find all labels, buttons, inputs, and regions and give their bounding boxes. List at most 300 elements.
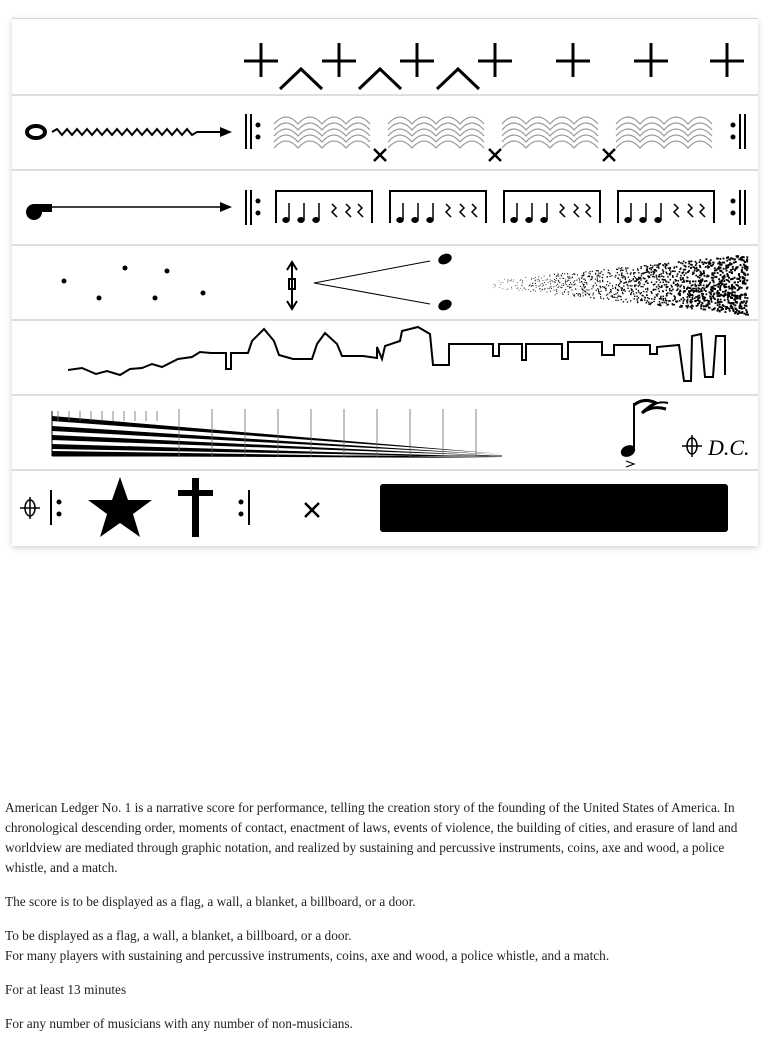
spray-particle	[717, 310, 719, 312]
spray-particle	[695, 275, 697, 277]
repeat-start-sign	[246, 114, 260, 149]
spray-particle	[732, 278, 734, 280]
spray-particle	[711, 295, 713, 297]
spray-particle	[563, 285, 564, 286]
spray-particle	[549, 288, 550, 289]
spray-particle	[736, 255, 738, 257]
spray-particle	[700, 272, 702, 274]
spray-particle	[687, 287, 689, 289]
spray-particle	[633, 269, 634, 270]
spray-particle	[713, 297, 715, 299]
spray-particle	[551, 286, 552, 287]
spray-particle	[507, 282, 508, 283]
spray-particle	[726, 279, 728, 281]
spray-particle	[674, 298, 676, 300]
spray-particle	[746, 269, 748, 271]
coda-sign	[20, 497, 40, 519]
spray-particle	[695, 288, 697, 290]
spray-particle	[742, 277, 744, 279]
spray-particle	[530, 284, 531, 285]
spray-particle	[745, 309, 747, 311]
cross-mark	[322, 43, 356, 77]
spray-particle	[652, 265, 653, 266]
spray-particle	[632, 279, 633, 280]
spray-particle	[511, 279, 512, 280]
spray-particle	[608, 285, 609, 286]
spray-particle	[584, 282, 585, 283]
spray-particle	[675, 300, 677, 302]
spray-particle	[523, 290, 524, 291]
spray-particle	[642, 295, 643, 296]
spray-particle	[539, 286, 540, 287]
spray-particle	[569, 287, 570, 288]
spray-particle	[745, 294, 747, 296]
spray-particle	[726, 270, 728, 272]
spray-particle	[714, 293, 716, 295]
spray-particle	[625, 299, 626, 300]
spray-particle	[612, 296, 613, 297]
spray-particle	[683, 286, 685, 288]
spray-particle	[666, 281, 668, 283]
spray-particle	[699, 275, 701, 277]
spray-particle	[558, 286, 559, 287]
spray-particle	[727, 296, 729, 298]
spray-particle	[725, 290, 727, 292]
x-mark	[489, 149, 501, 161]
spray-particle	[573, 282, 574, 283]
spray-particle	[676, 266, 678, 268]
cross-mark	[634, 43, 668, 77]
spray-particle	[624, 276, 625, 277]
spray-particle	[607, 297, 608, 298]
spray-particle	[605, 290, 606, 291]
spray-particle	[654, 276, 655, 277]
spray-particle	[660, 298, 662, 300]
spray-particle	[683, 280, 685, 282]
spray-particle	[704, 309, 706, 311]
spray-particle	[714, 276, 716, 278]
spray-particle	[677, 301, 679, 303]
cross-mark	[400, 43, 434, 77]
spray-particle	[606, 284, 607, 285]
spray-particle	[717, 272, 719, 274]
spray-particle	[545, 288, 546, 289]
spray-particle	[546, 284, 547, 285]
spray-particle	[651, 298, 652, 299]
spray-particle	[598, 273, 599, 274]
spray-particle	[665, 268, 667, 270]
spray-particle	[598, 275, 599, 276]
cross-mark	[556, 43, 590, 77]
spray-particle	[493, 288, 494, 289]
spray-particle	[732, 288, 734, 290]
spray-particle	[669, 288, 671, 290]
spray-particle	[730, 269, 732, 271]
spray-particle	[522, 280, 523, 281]
spray-particle	[692, 284, 694, 286]
spray-particle	[743, 273, 745, 275]
spray-particle	[683, 261, 685, 263]
spray-particle	[712, 277, 714, 279]
spray-particle	[746, 261, 748, 263]
spray-particle	[700, 284, 702, 286]
spray-particle	[729, 271, 731, 273]
spray-particle	[668, 304, 670, 306]
spray-particle	[727, 293, 729, 295]
spray-particle	[675, 280, 677, 282]
spray-particle	[699, 301, 701, 303]
spray-particle	[706, 286, 708, 288]
score-canvas	[12, 19, 758, 546]
spray-particle	[539, 280, 540, 281]
spray-particle	[532, 285, 533, 286]
spray-particle	[678, 261, 680, 263]
spray-particle	[736, 267, 738, 269]
spray-particle	[690, 264, 692, 266]
spray-particle	[585, 271, 586, 272]
spray-particle	[591, 288, 592, 289]
spray-particle	[583, 286, 584, 287]
spray-particle	[556, 278, 557, 279]
spray-particle	[653, 301, 654, 302]
spray-particle	[646, 294, 647, 295]
spray-particle	[696, 263, 698, 265]
repeat-start-sign	[51, 490, 61, 525]
spray-particle	[638, 292, 639, 293]
spray-particle	[669, 269, 671, 271]
spray-particle	[572, 290, 573, 291]
spray-particle	[641, 300, 642, 301]
spray-particle	[572, 274, 573, 275]
spray-particle	[517, 288, 518, 289]
spray-particle	[583, 290, 584, 291]
spray-particle	[734, 258, 736, 260]
spray-particle	[618, 295, 619, 296]
spray-particle	[505, 279, 506, 280]
spray-particle	[639, 284, 640, 285]
spray-particle	[666, 293, 668, 295]
spray-particle	[599, 276, 600, 277]
spray-particle	[531, 278, 532, 279]
spray-particle	[679, 294, 681, 296]
spray-particle	[669, 293, 671, 295]
spray-particle	[717, 292, 719, 294]
spray-particle	[689, 296, 691, 298]
spray-particle	[651, 293, 652, 294]
spray-particle	[495, 286, 496, 287]
coda-sign	[682, 435, 702, 457]
spray-particle	[556, 293, 557, 294]
spray-particle	[635, 277, 636, 278]
spray-particle	[585, 294, 586, 295]
spray-particle	[746, 311, 748, 313]
spray-particle	[641, 275, 642, 276]
spray-particle	[661, 302, 663, 304]
spray-particle	[684, 299, 686, 301]
spray-particle	[619, 286, 620, 287]
spray-particle	[554, 279, 555, 280]
spray-particle	[647, 300, 648, 301]
spray-particle	[535, 283, 536, 284]
spray-particle	[606, 295, 607, 296]
spray-particle	[621, 281, 622, 282]
cross-mark	[244, 43, 278, 77]
row-crosses	[244, 43, 744, 89]
spray-particle	[705, 266, 707, 268]
spray-particle	[561, 285, 562, 286]
spray-particle	[719, 286, 721, 288]
spray-particle	[521, 285, 522, 286]
spray-particle	[586, 289, 587, 290]
spray-particle	[745, 302, 747, 304]
spray-particle	[724, 299, 726, 301]
spray-particle	[597, 280, 598, 281]
spray-particle	[627, 288, 628, 289]
spray-particle	[554, 286, 555, 287]
spray-particle	[680, 262, 682, 264]
spray-particle	[697, 303, 699, 305]
spray-particle	[558, 276, 559, 277]
whistle-icon	[26, 204, 52, 220]
spray-particle	[627, 301, 628, 302]
spray-particle	[711, 309, 713, 311]
spray-particle	[633, 272, 634, 273]
spray-particle	[701, 290, 703, 292]
spray-particle	[714, 272, 716, 274]
spray-particle	[585, 291, 586, 292]
spray-particle	[656, 276, 658, 278]
spray-particle	[631, 285, 632, 286]
spray-particle	[697, 299, 699, 301]
spray-particle	[608, 270, 609, 271]
spray-particle	[689, 301, 691, 303]
spray-particle	[653, 289, 654, 290]
spray-particle	[634, 276, 635, 277]
spray-particle	[695, 285, 697, 287]
spray-particle	[693, 291, 695, 293]
spray-particle	[568, 280, 569, 281]
spray-particle	[705, 262, 707, 264]
spray-particle	[682, 302, 684, 304]
spray-particle	[741, 307, 743, 309]
spray-particle	[565, 281, 566, 282]
spray-particle	[562, 293, 563, 294]
spray-particle	[655, 289, 656, 290]
spray-particle	[634, 296, 635, 297]
spray-particle	[681, 299, 683, 301]
spray-particle	[563, 278, 564, 279]
spray-particle	[617, 272, 618, 273]
spray-particle	[501, 282, 502, 283]
spray-particle	[541, 284, 542, 285]
spray-particle	[665, 300, 667, 302]
spray-particle	[692, 273, 694, 275]
spray-particle	[704, 300, 706, 302]
spray-particle	[582, 282, 583, 283]
spray-particle	[508, 280, 509, 281]
spray-particle	[638, 285, 639, 286]
spray-particle	[711, 301, 713, 303]
spray-particle	[719, 288, 721, 290]
spray-particle	[698, 297, 700, 299]
spray-particle	[698, 295, 700, 297]
spray-particle	[540, 291, 541, 292]
spray-particle	[705, 306, 707, 308]
spray-particle	[672, 289, 674, 291]
spray-particle	[704, 288, 706, 290]
spray-particle	[747, 314, 749, 316]
spray-particle	[564, 291, 565, 292]
spray-particle	[690, 299, 692, 301]
spray-particle	[739, 280, 741, 282]
spray-particle	[723, 277, 725, 279]
spray-particle	[725, 265, 727, 267]
spray-particle	[569, 278, 570, 279]
spray-particle	[617, 269, 618, 270]
spray-particle	[727, 298, 729, 300]
spray-particle	[710, 297, 712, 299]
spray-particle	[642, 272, 643, 273]
spray-particle	[512, 289, 513, 290]
spray-particle	[703, 270, 705, 272]
spray-particle	[707, 267, 709, 269]
spray-particle	[624, 289, 625, 290]
spray-particle	[592, 286, 593, 287]
spray-particle	[612, 288, 613, 289]
spray-particle	[719, 264, 721, 266]
duration-line: For at least 13 minutes	[5, 982, 127, 997]
spray-particle	[622, 277, 623, 278]
spray-particle	[715, 302, 717, 304]
spray-particle	[656, 295, 658, 297]
spray-particle	[679, 300, 681, 302]
spray-particle	[586, 282, 587, 283]
spray-particle	[675, 284, 677, 286]
spray-particle	[657, 293, 659, 295]
spray-particle	[731, 302, 733, 304]
spray-particle	[576, 280, 577, 281]
spray-particle	[631, 288, 632, 289]
spray-particle	[619, 279, 620, 280]
spray-particle	[712, 273, 714, 275]
spray-particle	[694, 270, 696, 272]
arrow-sign	[287, 262, 297, 309]
x-mark	[305, 503, 319, 517]
spray-particle	[564, 273, 565, 274]
spray-particle	[744, 297, 746, 299]
spray-particle	[659, 303, 661, 305]
spray-particle	[680, 305, 682, 307]
spray-particle	[691, 290, 693, 292]
spray-particle	[694, 284, 696, 286]
spray-particle	[680, 290, 682, 292]
spray-particle	[689, 282, 691, 284]
spray-particle	[592, 276, 593, 277]
spray-particle	[695, 281, 697, 283]
spray-particle	[663, 279, 665, 281]
spray-particle	[686, 307, 688, 309]
spray-particle	[741, 269, 743, 271]
spray-particle	[725, 283, 727, 285]
x-mark	[374, 149, 386, 161]
star-icon	[88, 477, 152, 537]
spray-particle	[719, 281, 721, 283]
chevron-mark	[359, 69, 401, 89]
spray-particle	[607, 281, 608, 282]
spray-particle	[699, 266, 701, 268]
spray-particle	[546, 280, 547, 281]
spray-particle	[662, 291, 664, 293]
spray-particle	[702, 295, 704, 297]
spray-particle	[641, 273, 642, 274]
spray-particle	[569, 284, 570, 285]
spray-particle	[565, 283, 566, 284]
spray-particle	[636, 289, 637, 290]
spray-particle	[656, 278, 658, 280]
spray-particle	[723, 258, 725, 260]
spray-particle	[637, 279, 638, 280]
row-waves	[27, 114, 745, 161]
spray-particle	[685, 272, 687, 274]
spray-particle	[682, 297, 684, 299]
spray-particle	[587, 293, 588, 294]
spray-particle	[567, 281, 568, 282]
spray-particle	[712, 262, 714, 264]
spray-particle	[683, 287, 685, 289]
spray-particle	[602, 286, 603, 287]
spray-particle	[622, 292, 623, 293]
spray-particle	[728, 277, 730, 279]
spray-particle	[626, 270, 627, 271]
spray-particle	[636, 279, 637, 280]
spray-particle	[682, 278, 684, 280]
spray-particle	[670, 267, 672, 269]
spray-particle	[614, 294, 615, 295]
spray-particle	[668, 267, 670, 269]
spray-particle	[660, 296, 662, 298]
spray-particle	[650, 267, 651, 268]
spray-particle	[734, 281, 736, 283]
spray-particle	[722, 291, 724, 293]
spray-particle	[566, 284, 567, 285]
spray-particle	[616, 284, 617, 285]
spray-particle	[703, 262, 705, 264]
spray-particle	[507, 289, 508, 290]
spray-particle	[533, 290, 534, 291]
spray-particle	[707, 275, 709, 277]
spray-particle	[647, 269, 648, 270]
spray-particle	[706, 280, 708, 282]
spray-particle	[650, 265, 651, 266]
spray-particle	[687, 296, 689, 298]
spray-particle	[542, 283, 543, 284]
spray-particle	[565, 289, 566, 290]
spray-particle	[653, 274, 654, 275]
spray-particle	[643, 291, 644, 292]
spray-particle	[727, 256, 729, 258]
spray-particle	[599, 280, 600, 281]
spray-particle	[733, 298, 735, 300]
spray-particle	[586, 284, 587, 285]
spray-particle	[508, 279, 509, 280]
spray-particle	[719, 258, 721, 260]
row-fan	[52, 400, 750, 467]
spray-particle	[551, 288, 552, 289]
spray-particle	[513, 281, 514, 282]
wavy-arrow-line	[52, 129, 220, 135]
spray-particle	[726, 286, 728, 288]
spray-particle	[560, 287, 561, 288]
